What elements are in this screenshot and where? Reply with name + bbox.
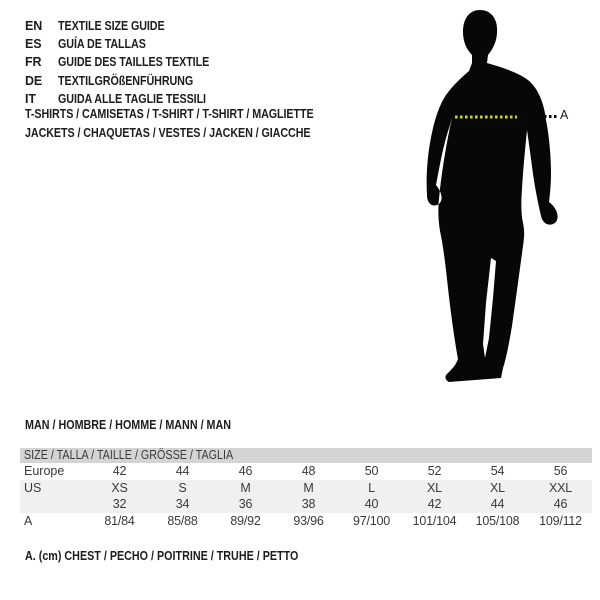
man-silhouette-figure — [405, 8, 575, 390]
measure-pointer-dashes — [544, 115, 559, 118]
language-label: TEXTILGRÖßENFÜHRUNG — [58, 73, 194, 88]
size-value-cell: XL — [490, 480, 505, 495]
size-value-cell: 48 — [301, 464, 316, 478]
size-value-cell: 93/96 — [293, 513, 324, 528]
language-label: GUÍA DE TALLAS — [58, 37, 146, 52]
language-label: TEXTILE SIZE GUIDE — [58, 19, 165, 33]
size-value-cell: 46 — [553, 497, 568, 512]
size-table-header: SIZE / TALLA / TAILLE / GRÖSSE / TAGLIA — [20, 448, 592, 463]
size-value-cell: 109/112 — [539, 513, 582, 528]
size-value-cell: 50 — [364, 464, 379, 478]
language-code: DE — [25, 73, 43, 88]
row-label: US — [24, 480, 42, 495]
size-value-cell: 36 — [238, 497, 253, 512]
size-value-cell: 44 — [490, 497, 505, 512]
size-value-cell: 44 — [175, 464, 190, 478]
language-code: FR — [25, 55, 42, 70]
measure-label-a: A — [560, 108, 569, 122]
section-title: MAN / HOMBRE / HOMME / MANN / MAN — [25, 418, 232, 432]
garment-category-line: T-SHIRTS / CAMISETAS / T-SHIRT / T-SHIRT / MAGLIETTE — [25, 107, 314, 121]
language-row — [25, 53, 234, 71]
man-silhouette-icon — [405, 8, 575, 390]
size-value-cell: M — [303, 480, 314, 495]
row-label: Europe — [24, 464, 65, 478]
table-row — [20, 513, 592, 530]
size-value-cell: 97/100 — [352, 513, 391, 528]
size-value-cell: S — [178, 480, 187, 495]
language-label: GUIDA ALLE TAGLIE TESSILI — [58, 91, 206, 106]
garment-categories — [25, 105, 361, 142]
size-value-cell: 42 — [112, 464, 127, 478]
language-code: EN — [25, 19, 43, 33]
size-value-cell: 40 — [364, 497, 379, 512]
language-row — [25, 17, 234, 35]
size-value-cell: L — [368, 480, 375, 495]
language-label: GUIDE DES TAILLES TEXTILE — [58, 55, 210, 70]
size-value-cell: 89/92 — [230, 513, 261, 528]
garment-category-line: JACKETS / CHAQUETAS / VESTES / JACKEN / GIACCHE — [25, 125, 311, 140]
size-table — [20, 448, 592, 529]
language-row — [25, 72, 234, 90]
size-value-cell: M — [240, 480, 251, 495]
row-label — [20, 496, 88, 513]
language-row — [25, 35, 234, 53]
size-value-cell: 46 — [238, 464, 253, 478]
table-row — [20, 496, 592, 513]
size-value-cell: 38 — [301, 497, 316, 512]
size-value-cell: XL — [427, 480, 442, 495]
silhouette-shape — [427, 10, 558, 382]
size-value-cell: 34 — [175, 497, 190, 512]
language-list — [25, 17, 234, 108]
size-value-cell: 32 — [112, 497, 127, 512]
size-value-cell: XXL — [548, 480, 573, 495]
measurement-footnote: A. (cm) CHEST / PECHO / POITRINE / TRUHE / PETTO — [25, 549, 299, 563]
size-value-cell: 101/104 — [412, 513, 457, 528]
row-label: A — [24, 513, 33, 528]
size-value-cell: 52 — [427, 464, 442, 478]
size-value-cell: 85/88 — [167, 513, 198, 528]
size-value-cell: 42 — [427, 497, 442, 512]
language-code: ES — [25, 37, 42, 52]
table-row — [20, 463, 592, 480]
language-code: IT — [25, 91, 36, 106]
size-value-cell: 81/84 — [104, 513, 135, 528]
size-value-cell: 56 — [553, 464, 568, 478]
size-value-cell: 105/108 — [475, 513, 520, 528]
size-value-cell: XS — [111, 480, 128, 495]
table-row — [20, 480, 592, 497]
size-value-cell: 54 — [490, 464, 505, 478]
